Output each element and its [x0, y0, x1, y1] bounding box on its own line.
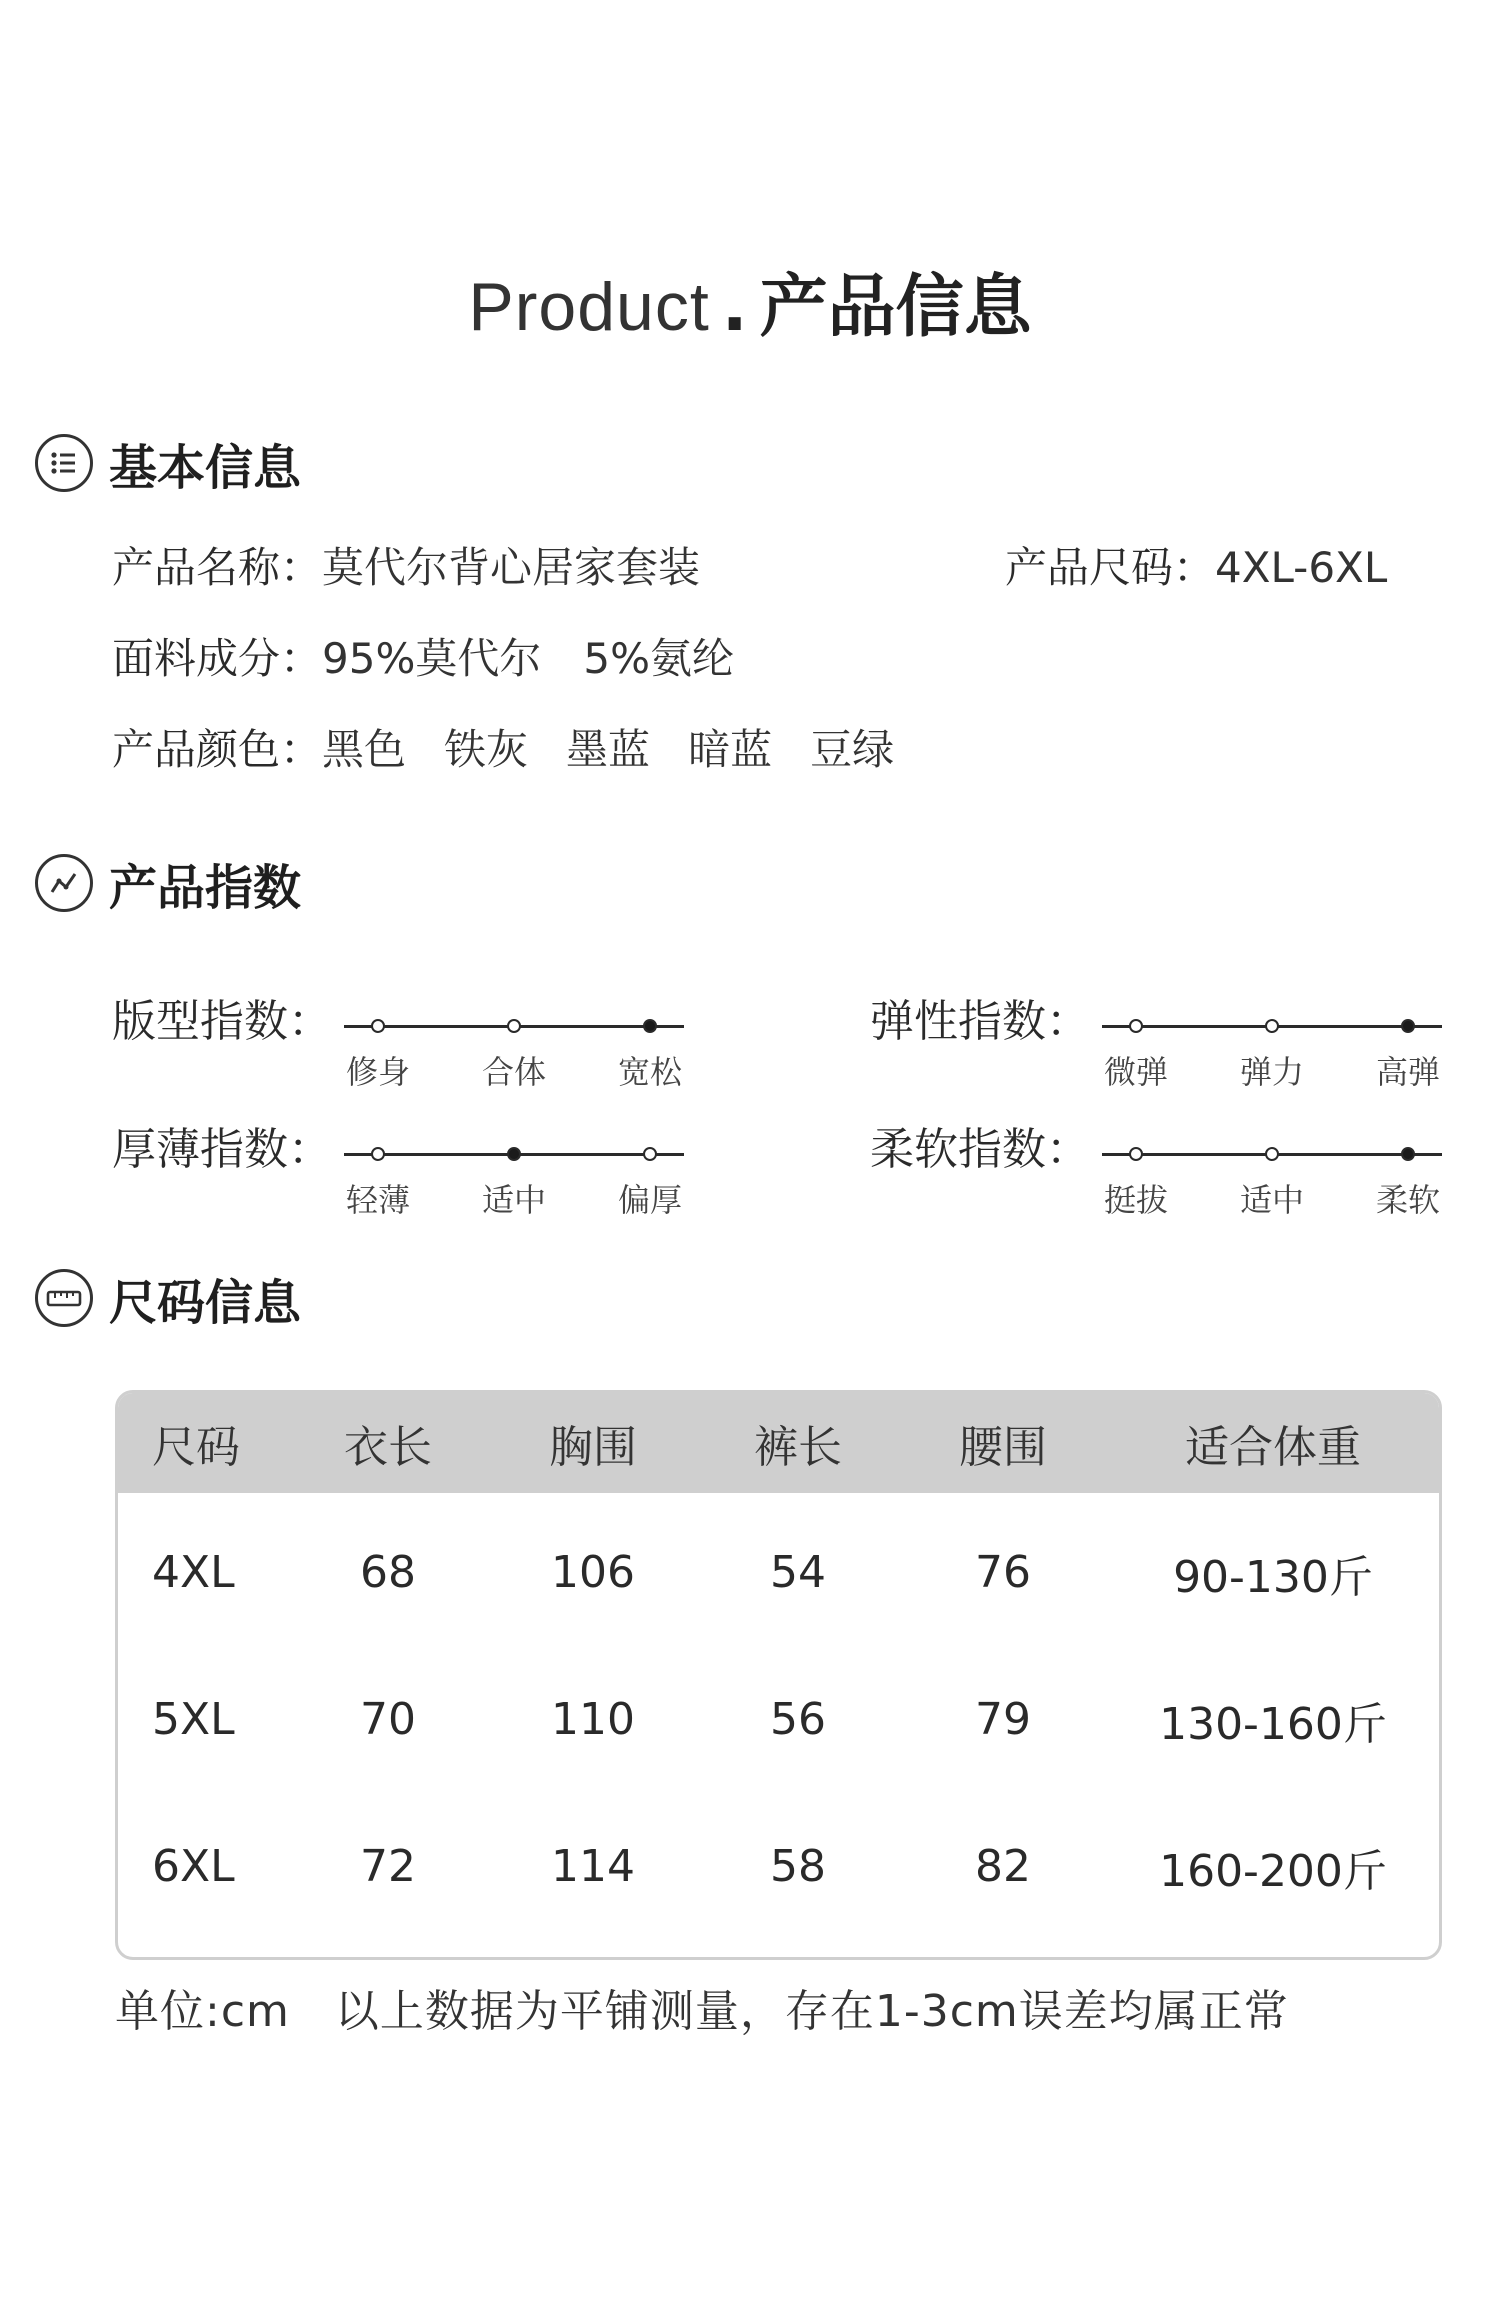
list-icon: [35, 434, 93, 492]
fabric-row: [112, 626, 734, 686]
table-row: [118, 1499, 1439, 1646]
index-label: 弹性指数：: [870, 996, 1090, 1047]
title-dot: .: [721, 268, 748, 347]
table-cell: 76: [975, 1547, 1031, 1598]
table-cell: 68: [360, 1547, 416, 1598]
index-option: 微弹: [1103, 1053, 1169, 1091]
color-item: 黑色: [322, 725, 407, 774]
index-elasticity: [870, 985, 1450, 1095]
table-cell: 90-130斤: [1173, 1551, 1373, 1603]
index-option: 弹力: [1239, 1053, 1305, 1091]
index-dot: [1129, 1147, 1143, 1161]
table-cell: 130-160斤: [1159, 1698, 1387, 1750]
table-cell: 114: [551, 1841, 635, 1892]
table-cell: 82: [975, 1841, 1031, 1892]
index-option: 挺拔: [1103, 1181, 1169, 1219]
index-track: [344, 1025, 684, 1091]
index-fit: [112, 985, 692, 1095]
trend-chart-icon: [35, 854, 93, 912]
index-dot: [371, 1147, 385, 1161]
index-track: [344, 1153, 684, 1219]
index-dot-selected: [643, 1019, 657, 1033]
table-cell: 106: [551, 1547, 635, 1598]
color-item: 铁灰: [444, 725, 529, 774]
index-dot: [1129, 1019, 1143, 1033]
product-name-label: 产品名称：: [112, 543, 323, 592]
table-header-cell: 尺码: [152, 1422, 240, 1473]
index-option: 适中: [1239, 1181, 1305, 1219]
product-size-value: 4XL-6XL: [1215, 543, 1388, 592]
section-size-info: [35, 1263, 301, 1333]
color-item: 暗蓝: [688, 725, 773, 774]
index-dot: [643, 1147, 657, 1161]
index-option: 宽松: [617, 1053, 683, 1091]
table-cell: 72: [360, 1841, 416, 1892]
index-label: 厚薄指数：: [112, 1124, 332, 1175]
index-track: [1102, 1153, 1442, 1219]
index-dot-selected: [507, 1147, 521, 1161]
table-header-cell: 裤长: [754, 1422, 842, 1473]
color-item: 豆绿: [810, 725, 895, 774]
section-title: 尺码信息: [109, 1274, 302, 1331]
product-size-label: 产品尺码：: [1005, 543, 1216, 592]
table-header-row: [118, 1393, 1439, 1493]
measurement-note: 单位:cm 以上数据为平铺测量，存在1-3cm误差均属正常: [115, 1986, 1289, 2037]
table-cell: 160-200斤: [1159, 1845, 1387, 1897]
section-basic-info: [35, 428, 301, 498]
index-dot: [507, 1019, 521, 1033]
table-cell: 54: [770, 1547, 826, 1598]
section-title: 产品指数: [109, 859, 302, 916]
fabric-value: 95%莫代尔 5%氨纶: [322, 634, 734, 683]
index-dot: [1265, 1147, 1279, 1161]
page-title: [0, 262, 1500, 353]
table-header-cell: 衣长: [344, 1422, 432, 1473]
section-product-index: [35, 848, 301, 918]
index-label: 柔软指数：: [870, 1124, 1090, 1175]
table-cell: 5XL: [152, 1694, 235, 1745]
table-cell: 79: [975, 1694, 1031, 1745]
index-option: 高弹: [1375, 1053, 1441, 1091]
index-option: 偏厚: [617, 1181, 683, 1219]
section-title: 基本信息: [109, 439, 302, 496]
index-dot: [371, 1019, 385, 1033]
table-cell: 56: [770, 1694, 826, 1745]
index-option: 轻薄: [345, 1181, 411, 1219]
index-softness: [870, 1113, 1450, 1223]
title-chinese: 产品信息: [759, 268, 1032, 347]
index-option: 合体: [481, 1053, 547, 1091]
index-dot-selected: [1401, 1147, 1415, 1161]
index-option: 适中: [481, 1181, 547, 1219]
table-cell: 6XL: [152, 1841, 235, 1892]
index-option: 柔软: [1375, 1181, 1441, 1219]
index-option: 修身: [345, 1053, 411, 1091]
table-header-cell: 胸围: [549, 1422, 637, 1473]
color-item: 墨蓝: [566, 725, 651, 774]
product-name-value: 莫代尔背心居家套装: [322, 543, 701, 592]
table-row: [118, 1793, 1439, 1940]
product-name-row: [112, 535, 700, 595]
table-cell: 70: [360, 1694, 416, 1745]
index-track: [1102, 1025, 1442, 1091]
table-header-cell: 适合体重: [1185, 1422, 1361, 1473]
table-header-cell: 腰围: [959, 1422, 1047, 1473]
table-cell: 4XL: [152, 1547, 235, 1598]
fabric-label: 面料成分：: [112, 634, 323, 683]
colors-row: [112, 717, 932, 777]
ruler-icon: [35, 1269, 93, 1327]
product-size-row: [1005, 535, 1387, 595]
index-dot-selected: [1401, 1019, 1415, 1033]
table-cell: 110: [551, 1694, 635, 1745]
index-label: 版型指数：: [112, 996, 332, 1047]
index-thickness: [112, 1113, 692, 1223]
title-english: Product: [468, 269, 710, 345]
colors-label: 产品颜色：: [112, 725, 323, 774]
index-dot: [1265, 1019, 1279, 1033]
table-row: [118, 1646, 1439, 1793]
size-table: [115, 1390, 1442, 1960]
table-cell: 58: [770, 1841, 826, 1892]
